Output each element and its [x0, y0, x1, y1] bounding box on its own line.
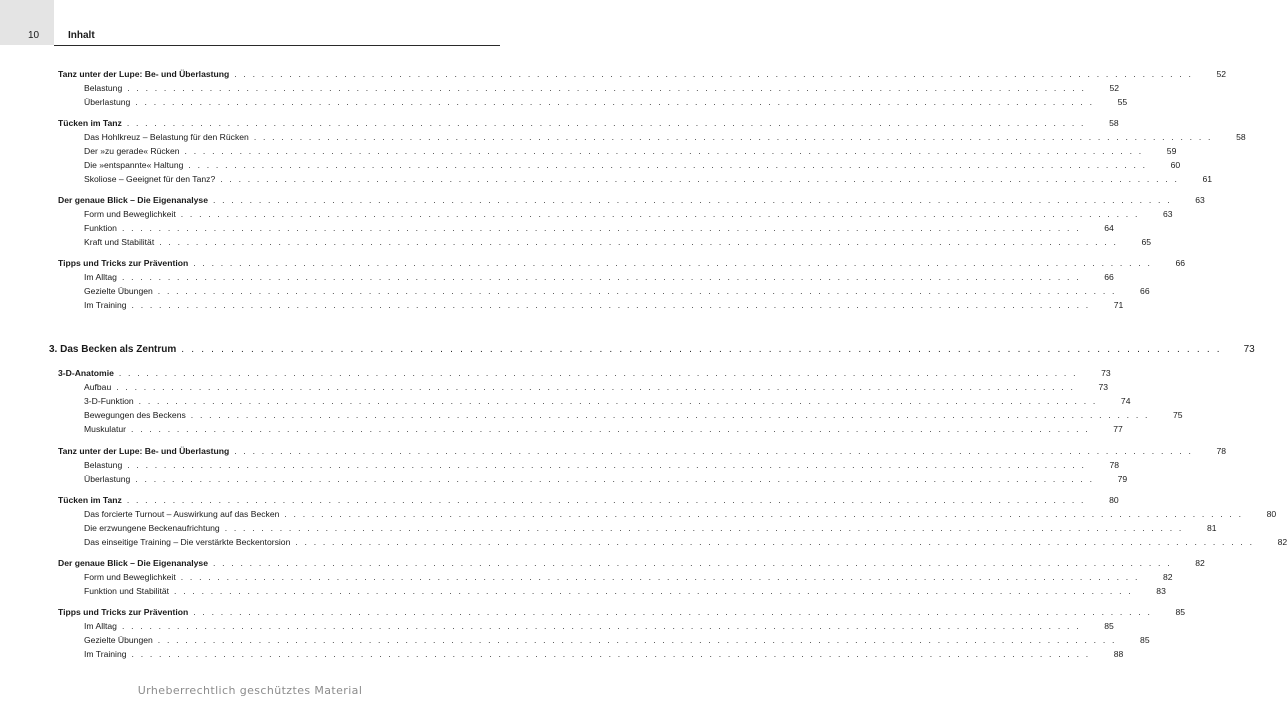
toc-page-number: 73 — [1098, 382, 1109, 392]
toc-entry-title: Tipps und Tricks zur Prävention — [58, 258, 189, 268]
toc-page-number: 64 — [1104, 223, 1114, 233]
toc-subsection — [0, 157, 1181, 171]
toc-page-number: 77 — [1113, 424, 1123, 434]
toc-entry-title: Aufbau — [84, 382, 112, 392]
toc-leader-dots: . . . . . . . . . . . . . . . . . . . . . . . . . . . . . . . . . . . . . . . . . . . . . . . . . . . . . . . . . . . . . . . . . . . . . . . . . . . . . . . . . . . . . . . . . . . . . . . . . . . . . . . . . — [131, 424, 1090, 434]
toc-page-number: 59 — [1166, 146, 1177, 156]
running-head: Inhalt — [68, 30, 95, 41]
toc-leader-dots: . . . . . . . . . . . . . . . . . . . . . . . . . . . . . . . . . . . . . . . . . . . . . . . . . . . . . . . . . . . . . . . . . . . . . . . . . . . . . . . . . . . . . . . . . . . . . . . . . . . . . . . . . — [121, 621, 1081, 631]
toc-page-number: 85 — [1175, 607, 1186, 617]
toc-page-number: 74 — [1120, 396, 1131, 406]
toc-entry-title: Gezielte Übungen — [84, 286, 153, 296]
toc-leader-dots: . . . . . . . . . . . . . . . . . . . . . . . . . . . . . . . . . . . . . . . . . . . . . . . . . . . . . . . . . . . . . . . . . . . . . . . . . . . . . . . . . . . . . . . . . . . . . . . . . . . . . . . . . — [184, 146, 1144, 156]
toc-entry-title: Form und Beweglichkeit — [84, 209, 176, 219]
toc-page-number: 82 — [1195, 558, 1205, 568]
toc-leader-dots: . . . . . . . . . . . . . . . . . . . . . . . . . . . . . . . . . . . . . . . . . . . . . . . . . . . . . . . . . . . . . . . . . . . . . . . . . . . . . . . . . . . . . . . . . . . . . . . . . . . . . . . . . — [118, 368, 1078, 378]
toc-entry-title: Gezielte Übungen — [84, 635, 153, 645]
toc-page-number: 78 — [1109, 460, 1120, 470]
toc-page-number: 61 — [1202, 174, 1213, 184]
toc-leader-dots: . . . . . . . . . . . . . . . . . . . . . . . . . . . . . . . . . . . . . . . . . . . . . . . . . . . . . . . . . . . . . . . . . . . . . . . . . . . . . . . . . . . . . . . . . . . . . . . . . . . . . . . . . — [253, 132, 1213, 142]
toc-section — [0, 492, 1119, 506]
watermark: Urheberrechtlich geschütztes Material — [137, 684, 363, 697]
toc-page-number: 78 — [1216, 446, 1227, 456]
toc-leader-dots: . . . . . . . . . . . . . . . . . . . . . . . . . . . . . . . . . . . . . . . . . . . . . . . . . . . . . . . . . . . . . . . . . . . . . . . . . . . . . . . . . . . . . . . . . . . . . . . . . . . . . . . . . — [212, 558, 1172, 568]
toc-leader-dots: . . . . . . . . . . . . . . . . . . . . . . . . . . . . . . . . . . . . . . . . . . . . . . . . . . . . . . . . . . . . . . . . . . . . . . . . . . . . . . . . . . . . . . . . . . . . . . . . . . . . . . . . . — [220, 174, 1180, 184]
toc-page-number: 66 — [1104, 272, 1114, 282]
toc-leader-dots: . . . . . . . . . . . . . . . . . . . . . . . . . . . . . . . . . . . . . . . . . . . . . . . . . . . . . . . . . . . . . . . . . . . . . . . . . . . . . . . . . . . . . . . . . . . . . . . . . . . . . . . . . — [126, 495, 1086, 505]
toc-chapter — [0, 341, 1255, 355]
toc-page-number: 82 — [1162, 572, 1173, 582]
toc-subsection — [0, 206, 1173, 220]
toc-entry-title: Muskulatur — [84, 424, 127, 434]
toc-page-number: 88 — [1113, 649, 1124, 659]
toc-page-number: 82 — [1277, 537, 1287, 547]
toc-entry-title: 3-D-Funktion — [84, 396, 134, 406]
toc-subsection — [0, 234, 1152, 248]
toc-entry-title: Bewegungen des Beckens — [84, 410, 186, 420]
toc-leader-dots: . . . . . . . . . . . . . . . . . . . . . . . . . . . . . . . . . . . . . . . . . . . . . . . . . . . . . . . . . . . . . . . . . . . . . . . . . . . . . . . . . . . . . . . . . . . . . . . . . . . . . . . . . — [193, 258, 1153, 268]
toc-entry-title: Skoliose – Geeignet für den Tanz? — [84, 174, 216, 184]
toc-entry-title: Der genaue Blick – Die Eigenanalyse — [58, 195, 208, 205]
toc-page-number: 60 — [1170, 160, 1181, 170]
toc-leader-dots: . . . . . . . . . . . . . . . . . . . . . . . . . . . . . . . . . . . . . . . . . . . . . . . . . . . . . . . . . . . . . . . . . . . . . . . . . . . . . . . . . . . . . . . . . . . . . . . . . . . . . . . . . — [116, 382, 1076, 392]
toc-entry-title: Das Hohlkreuz – Belastung für den Rücken — [84, 132, 249, 142]
toc-page-number: 83 — [1156, 586, 1166, 596]
toc-entry-title: Im Training — [84, 300, 127, 310]
toc-entry-title: Belastung — [84, 83, 123, 93]
toc-leader-dots: . . . . . . . . . . . . . . . . . . . . . . . . . . . . . . . . . . . . . . . . . . . . . . . . . . . . . . . . . . . . . . . . . . . . . . . . . . . . . . . . . . . . . . . . . . . . . . . . . . . . . . . . . — [135, 474, 1095, 484]
toc-subsection — [0, 80, 1120, 94]
toc-page-number: 85 — [1104, 621, 1114, 631]
toc-leader-dots: . . . . . . . . . . . . . . . . . . . . . . . . . . . . . . . . . . . . . . . . . . . . . . . . . . . . . . . . . . . . . . . . . . . . . . . . . . . . . . . . . . . . . . . . . . . . . . . . . . . . . . . . . — [157, 635, 1117, 645]
toc-leader-dots: . . . . . . . . . . . . . . . . . . . . . . . . . . . . . . . . . . . . . . . . . . . . . . . . . . . . . . . . . . . . . . . . . . . . . . . . . . . . . . . . . . . . . . . . . . . . . . . . . . . . . . . . . — [284, 509, 1244, 519]
toc-entry-title: Überlastung — [84, 474, 131, 484]
toc-entry-title: Funktion und Stabilität — [84, 586, 170, 596]
toc-page-number: 85 — [1140, 635, 1150, 645]
toc-subsection — [0, 646, 1124, 660]
toc-entry-title: Tanz unter der Lupe: Be- und Überlastung — [58, 69, 230, 79]
toc-subsection — [0, 583, 1166, 597]
toc-page-number: 52 — [1216, 69, 1227, 79]
toc-entry-title: Überlastung — [84, 97, 131, 107]
toc-leader-dots: . . . . . . . . . . . . . . . . . . . . . . . . . . . . . . . . . . . . . . . . . . . . . . . . . . . . . . . . . . . . . . . . . . . . . . . . . . . . . . . . . . . . . . . . . . . . . . . . . . . . . . . . . — [193, 607, 1153, 617]
toc-leader-dots: . . . . . . . . . . . . . . . . . . . . . . . . . . . . . . . . . . . . . . . . . . . . . . . . . . . . . . . . . . . . . . . . . . . . . . . . . . . . . . . . . . . . . . . . . . . . . . . . . . . . . . . . . — [157, 286, 1117, 296]
toc-page-number: 80 — [1109, 495, 1119, 505]
toc-section — [0, 192, 1205, 206]
toc-subsection — [0, 471, 1128, 485]
toc-subsection — [0, 506, 1277, 520]
toc-subsection — [0, 143, 1177, 157]
toc-entry-title: Form und Beweglichkeit — [84, 572, 176, 582]
toc-leader-dots: . . . . . . . . . . . . . . . . . . . . . . . . . . . . . . . . . . . . . . . . . . . . . . . . . . . . . . . . . . . . . . . . . . . . . . . . . . . . . . . . . . . . . . . . . . . . . . . . . . . . . . . . . — [127, 83, 1087, 93]
toc-section — [0, 365, 1111, 379]
toc-entry-title: Belastung — [84, 460, 123, 470]
toc-entry-title: Die »entspannte« Haltung — [84, 160, 184, 170]
toc-page-number: 52 — [1109, 83, 1120, 93]
toc-entry-title: 3-D-Anatomie — [58, 368, 114, 378]
toc-entry-title: Das einseitige Training – Die verstärkte Beckentorsion — [84, 537, 291, 547]
toc-section — [0, 604, 1186, 618]
toc-leader-dots: . . . . . . . . . . . . . . . . . . . . . . . . . . . . . . . . . . . . . . . . . . . . . . . . . . . . . . . . . . . . . . . . . . . . . . . . . . . . . . . . . . . . . . . . . . . . . . . . . . . . . . . . . — [121, 272, 1081, 282]
toc-leader-dots: . . . . . . . . . . . . . . . . . . . . . . . . . . . . . . . . . . . . . . . . . . . . . . . . . . . . . . . . . . . . . . . . . . . . . . . . . . . . . . . . . . . . . . . . . . . . . . . . . . . . . . . . . — [127, 460, 1087, 470]
toc-entry-title: Im Alltag — [84, 621, 117, 631]
toc-page-number: 71 — [1113, 300, 1124, 310]
toc-entry-title: 3. Das Becken als Zentrum — [49, 344, 177, 355]
toc-entry-title: Funktion — [84, 223, 117, 233]
toc-subsection — [0, 632, 1150, 646]
toc-leader-dots: . . . . . . . . . . . . . . . . . . . . . . . . . . . . . . . . . . . . . . . . . . . . . . . . . . . . . . . . . . . . . . . . . . . . . . . . . . . . . . . . . . . . . . . . . . . . . . . . . . . . . . . . . — [138, 396, 1098, 406]
toc-subsection — [0, 421, 1123, 435]
toc-entry-title: Das forcierte Turnout – Auswirkung auf das Becken — [84, 509, 280, 519]
toc-subsection — [0, 569, 1173, 583]
toc-leader-dots: . . . . . . . . . . . . . . . . . . . . . . . . . . . . . . . . . . . . . . . . . . . . . . . . . . . . . . . . . . . . . . . . . . . . . . . . . . . . . . . . . . . . . . . . . . . . . . . . . . . . . . . . . — [181, 344, 1222, 355]
toc-page-number: 55 — [1117, 97, 1128, 107]
page-number: 10 — [28, 30, 40, 41]
toc-entry-title: Im Alltag — [84, 272, 117, 282]
toc-subsection — [0, 171, 1213, 185]
toc-section — [0, 443, 1227, 457]
toc-entry-title: Der »zu gerade« Rücken — [84, 146, 180, 156]
toc-page-number: 63 — [1162, 209, 1173, 219]
toc-page-number: 66 — [1175, 258, 1186, 268]
toc-entry-title: Tücken im Tanz — [58, 495, 122, 505]
toc-page-number: 63 — [1195, 195, 1205, 205]
toc-subsection — [0, 407, 1183, 421]
toc-subsection — [0, 297, 1124, 311]
toc-entry-title: Tücken im Tanz — [58, 118, 122, 128]
toc-entry-title: Der genaue Blick – Die Eigenanalyse — [58, 558, 208, 568]
toc-leader-dots: . . . . . . . . . . . . . . . . . . . . . . . . . . . . . . . . . . . . . . . . . . . . . . . . . . . . . . . . . . . . . . . . . . . . . . . . . . . . . . . . . . . . . . . . . . . . . . . . . . . . . . . . . — [224, 523, 1184, 533]
toc-leader-dots: . . . . . . . . . . . . . . . . . . . . . . . . . . . . . . . . . . . . . . . . . . . . . . . . . . . . . . . . . . . . . . . . . . . . . . . . . . . . . . . . . . . . . . . . . . . . . . . . . . . . . . . . . — [234, 69, 1194, 79]
toc-page-number: 65 — [1141, 237, 1152, 247]
toc-page-number: 81 — [1206, 523, 1217, 533]
toc-leader-dots: . . . . . . . . . . . . . . . . . . . . . . . . . . . . . . . . . . . . . . . . . . . . . . . . . . . . . . . . . . . . . . . . . . . . . . . . . . . . . . . . . . . . . . . . . . . . . . . . . . . . . . . . . — [135, 97, 1095, 107]
toc-entry-title: Kraft und Stabilität — [84, 237, 155, 247]
toc-page-number: 79 — [1117, 474, 1128, 484]
toc-page-number: 58 — [1236, 132, 1246, 142]
toc-entry-title: Die erzwungene Beckenaufrichtung — [84, 523, 220, 533]
toc-leader-dots: . . . . . . . . . . . . . . . . . . . . . . . . . . . . . . . . . . . . . . . . . . . . . . . . . . . . . . . . . . . . . . . . . . . . . . . . . . . . . . . . . . . . . . . . . . . . . . . . . . . . . . . . . — [190, 410, 1150, 420]
toc-page-number: 58 — [1109, 118, 1119, 128]
toc-subsection — [0, 269, 1114, 283]
toc-subsection — [0, 520, 1217, 534]
toc-page-number: 66 — [1140, 286, 1150, 296]
toc-subsection — [0, 220, 1114, 234]
toc-subsection — [0, 534, 1287, 548]
toc-section — [0, 255, 1186, 269]
toc-leader-dots: . . . . . . . . . . . . . . . . . . . . . . . . . . . . . . . . . . . . . . . . . . . . . . . . . . . . . . . . . . . . . . . . . . . . . . . . . . . . . . . . . . . . . . . . . . . . . . . . . . . . . . . . . — [180, 572, 1140, 582]
toc-leader-dots: . . . . . . . . . . . . . . . . . . . . . . . . . . . . . . . . . . . . . . . . . . . . . . . . . . . . . . . . . . . . . . . . . . . . . . . . . . . . . . . . . . . . . . . . . . . . . . . . . . . . . . . . . — [174, 586, 1133, 596]
toc-leader-dots: . . . . . . . . . . . . . . . . . . . . . . . . . . . . . . . . . . . . . . . . . . . . . . . . . . . . . . . . . . . . . . . . . . . . . . . . . . . . . . . . . . . . . . . . . . . . . . . . . . . . . . . . . — [295, 537, 1255, 547]
toc-section — [0, 66, 1227, 80]
toc-subsection — [0, 618, 1114, 632]
toc-leader-dots: . . . . . . . . . . . . . . . . . . . . . . . . . . . . . . . . . . . . . . . . . . . . . . . . . . . . . . . . . . . . . . . . . . . . . . . . . . . . . . . . . . . . . . . . . . . . . . . . . . . . . . . . . — [180, 209, 1140, 219]
toc-subsection — [0, 393, 1131, 407]
toc-leader-dots: . . . . . . . . . . . . . . . . . . . . . . . . . . . . . . . . . . . . . . . . . . . . . . . . . . . . . . . . . . . . . . . . . . . . . . . . . . . . . . . . . . . . . . . . . . . . . . . . . . . . . . . . . — [131, 649, 1091, 659]
toc-entry-title: Tanz unter der Lupe: Be- und Überlastung — [58, 446, 230, 456]
toc-leader-dots: . . . . . . . . . . . . . . . . . . . . . . . . . . . . . . . . . . . . . . . . . . . . . . . . . . . . . . . . . . . . . . . . . . . . . . . . . . . . . . . . . . . . . . . . . . . . . . . . . . . . . . . . . — [121, 223, 1081, 233]
toc-leader-dots: . . . . . . . . . . . . . . . . . . . . . . . . . . . . . . . . . . . . . . . . . . . . . . . . . . . . . . . . . . . . . . . . . . . . . . . . . . . . . . . . . . . . . . . . . . . . . . . . . . . . . . . . . — [131, 300, 1091, 310]
toc-page-number: 73 — [1243, 344, 1255, 355]
toc-subsection — [0, 94, 1128, 108]
toc-subsection — [0, 283, 1150, 297]
toc-section — [0, 555, 1205, 569]
toc-leader-dots: . . . . . . . . . . . . . . . . . . . . . . . . . . . . . . . . . . . . . . . . . . . . . . . . . . . . . . . . . . . . . . . . . . . . . . . . . . . . . . . . . . . . . . . . . . . . . . . . . . . . . . . . . — [212, 195, 1172, 205]
toc-page-number: 73 — [1101, 368, 1111, 378]
toc-leader-dots: . . . . . . . . . . . . . . . . . . . . . . . . . . . . . . . . . . . . . . . . . . . . . . . . . . . . . . . . . . . . . . . . . . . . . . . . . . . . . . . . . . . . . . . . . . . . . . . . . . . . . . . . . — [159, 237, 1119, 247]
header-tab — [0, 0, 54, 45]
toc-leader-dots: . . . . . . . . . . . . . . . . . . . . . . . . . . . . . . . . . . . . . . . . . . . . . . . . . . . . . . . . . . . . . . . . . . . . . . . . . . . . . . . . . . . . . . . . . . . . . . . . . . . . . . . . . — [234, 446, 1194, 456]
header-rule — [54, 45, 500, 46]
toc-entry-title: Tipps und Tricks zur Prävention — [58, 607, 189, 617]
toc-leader-dots: . . . . . . . . . . . . . . . . . . . . . . . . . . . . . . . . . . . . . . . . . . . . . . . . . . . . . . . . . . . . . . . . . . . . . . . . . . . . . . . . . . . . . . . . . . . . . . . . . . . . . . . . . — [126, 118, 1086, 128]
toc-subsection — [0, 379, 1109, 393]
toc-leader-dots: . . . . . . . . . . . . . . . . . . . . . . . . . . . . . . . . . . . . . . . . . . . . . . . . . . . . . . . . . . . . . . . . . . . . . . . . . . . . . . . . . . . . . . . . . . . . . . . . . . . . . . . . . — [188, 160, 1148, 170]
toc-page-number: 80 — [1266, 509, 1277, 519]
toc-section — [0, 115, 1119, 129]
toc-page-number: 75 — [1173, 410, 1183, 420]
toc-subsection — [0, 129, 1246, 143]
toc-subsection — [0, 457, 1120, 471]
toc-entry-title: Im Training — [84, 649, 127, 659]
